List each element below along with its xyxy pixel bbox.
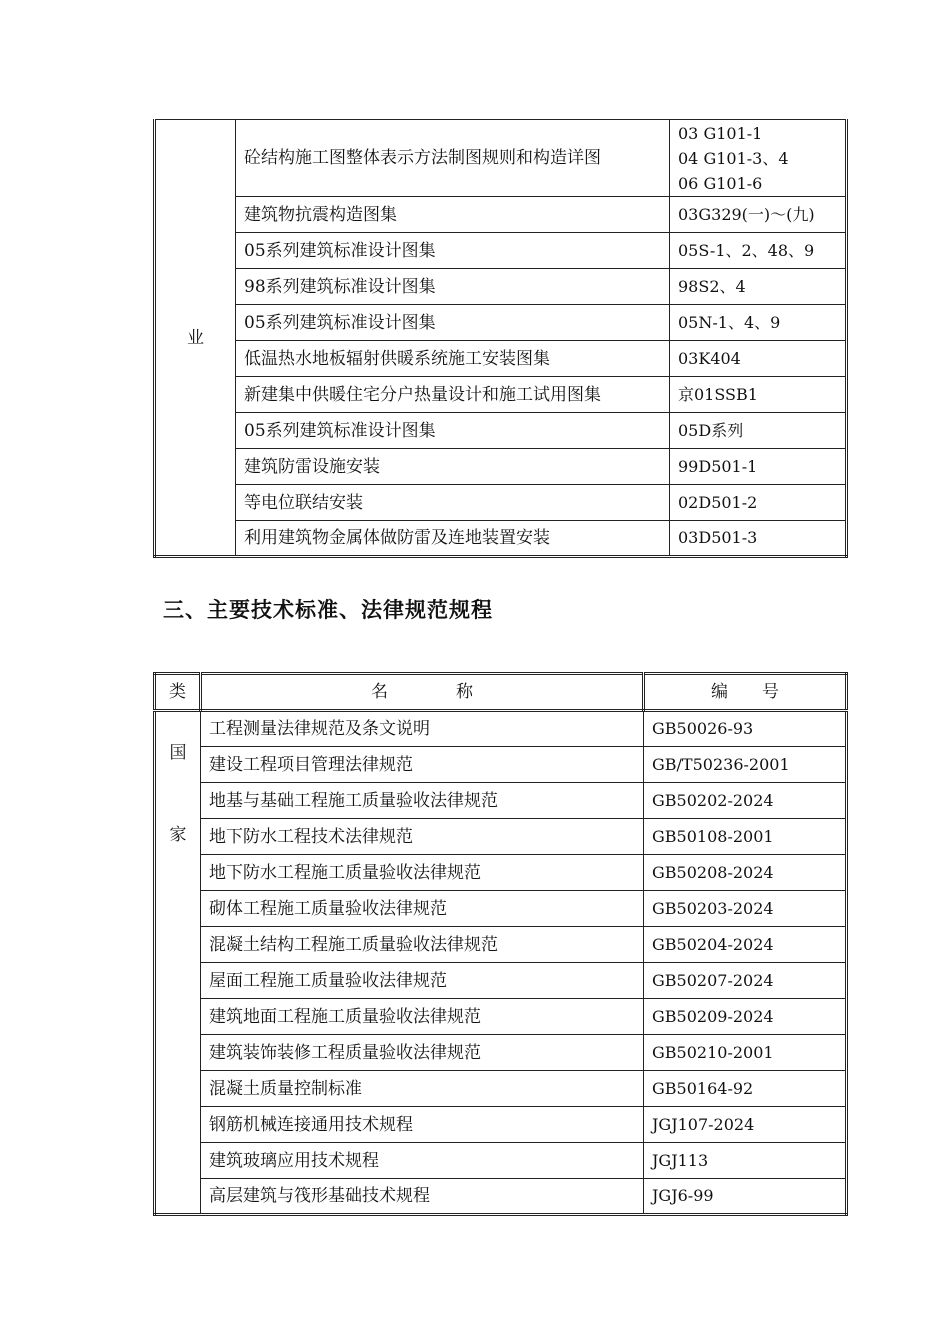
table-row	[155, 927, 847, 963]
standard-code: GB50204-2024	[644, 927, 847, 963]
standard-code: GB50203-2024	[644, 891, 847, 927]
standard-code: GB50208-2024	[644, 855, 847, 891]
standard-code: JGJ6-99	[644, 1179, 847, 1215]
table-row	[155, 305, 847, 341]
table-row	[155, 999, 847, 1035]
standard-code: 05D系列	[670, 413, 847, 449]
standard-code: JGJ107-2024	[644, 1107, 847, 1143]
standard-code	[670, 120, 847, 197]
standard-code: 99D501-1	[670, 449, 847, 485]
standard-code: 03G329(一)～(九)	[670, 197, 847, 233]
standard-name: 建筑装饰装修工程质量验收法律规范	[201, 1035, 644, 1071]
standard-name: 钢筋机械连接通用技术规程	[201, 1107, 644, 1143]
standard-name: 屋面工程施工质量验收法律规范	[201, 963, 644, 999]
table-row	[155, 377, 847, 413]
standard-code: GB50026-93	[644, 711, 847, 747]
standard-code: 05N-1、4、9	[670, 305, 847, 341]
category-cell	[155, 711, 201, 1215]
standard-code: GB50210-2001	[644, 1035, 847, 1071]
category-cell: 业	[155, 120, 236, 557]
standard-code: 京01SSB1	[670, 377, 847, 413]
section-heading: 三、主要技术标准、法律规范规程	[163, 598, 493, 622]
standard-code: GB50207-2024	[644, 963, 847, 999]
standard-name: 砌体工程施工质量验收法律规范	[201, 891, 644, 927]
table-row	[155, 485, 847, 521]
table-row	[155, 521, 847, 557]
table-row	[155, 1107, 847, 1143]
standard-name: 高层建筑与筏形基础技术规程	[201, 1179, 644, 1215]
table-header-row	[155, 674, 847, 711]
table-row	[155, 1143, 847, 1179]
table-row	[155, 413, 847, 449]
table-row	[155, 963, 847, 999]
code-line: 03 G101-1	[678, 123, 763, 143]
table-row	[155, 120, 847, 197]
standard-name: 建设工程项目管理法律规范	[201, 747, 644, 783]
code-line: 06 G101-6	[678, 173, 763, 193]
table-row	[155, 747, 847, 783]
header-name: 名 称	[201, 674, 644, 711]
table-row	[155, 711, 847, 747]
table-row	[155, 783, 847, 819]
table-row	[155, 197, 847, 233]
header-category: 类	[155, 674, 201, 711]
table-row	[155, 269, 847, 305]
standard-code: GB50164-92	[644, 1071, 847, 1107]
standard-code: 03K404	[670, 341, 847, 377]
standard-name: 建筑物抗震构造图集	[236, 197, 670, 233]
standard-name: 地下防水工程技术法律规范	[201, 819, 644, 855]
standard-code: GB/T50236-2001	[644, 747, 847, 783]
standard-code: 02D501-2	[670, 485, 847, 521]
standard-code: GB50209-2024	[644, 999, 847, 1035]
standard-name: 地基与基础工程施工质量验收法律规范	[201, 783, 644, 819]
standard-code: GB50108-2001	[644, 819, 847, 855]
standard-name: 05系列建筑标准设计图集	[236, 305, 670, 341]
table-row	[155, 1179, 847, 1215]
standard-code: JGJ113	[644, 1143, 847, 1179]
standard-name: 砼结构施工图整体表示方法制图规则和构造详图	[236, 120, 670, 197]
standard-name: 工程测量法律规范及条文说明	[201, 711, 644, 747]
standard-name: 05系列建筑标准设计图集	[236, 413, 670, 449]
table-row	[155, 891, 847, 927]
standard-code: 05S-1、2、48、9	[670, 233, 847, 269]
standard-name: 地下防水工程施工质量验收法律规范	[201, 855, 644, 891]
standard-name: 98系列建筑标准设计图集	[236, 269, 670, 305]
standard-name: 混凝土结构工程施工质量验收法律规范	[201, 927, 644, 963]
standard-name: 建筑防雷设施安装	[236, 449, 670, 485]
standard-name: 低温热水地板辐射供暖系统施工安装图集	[236, 341, 670, 377]
standard-code: 03D501-3	[670, 521, 847, 557]
standard-name: 混凝土质量控制标准	[201, 1071, 644, 1107]
header-code: 编 号	[644, 674, 847, 711]
category-char: 家	[169, 825, 187, 845]
standard-name: 建筑地面工程施工质量验收法律规范	[201, 999, 644, 1035]
standard-name: 建筑玻璃应用技术规程	[201, 1143, 644, 1179]
table-row	[155, 1071, 847, 1107]
table-row	[155, 341, 847, 377]
standard-name: 05系列建筑标准设计图集	[236, 233, 670, 269]
table-row	[155, 233, 847, 269]
technical-standards-table	[153, 672, 848, 1216]
table-row	[155, 1035, 847, 1071]
standard-code: 98S2、4	[670, 269, 847, 305]
table-row	[155, 855, 847, 891]
standards-atlas-table	[153, 119, 848, 558]
standard-name: 等电位联结安装	[236, 485, 670, 521]
code-line: 04 G101-3、4	[678, 148, 789, 168]
category-char: 国	[169, 743, 187, 763]
standard-code: GB50202-2024	[644, 783, 847, 819]
standard-name: 新建集中供暖住宅分户热量设计和施工试用图集	[236, 377, 670, 413]
table-row	[155, 449, 847, 485]
standard-name: 利用建筑物金属体做防雷及连地装置安装	[236, 521, 670, 557]
table-row	[155, 819, 847, 855]
